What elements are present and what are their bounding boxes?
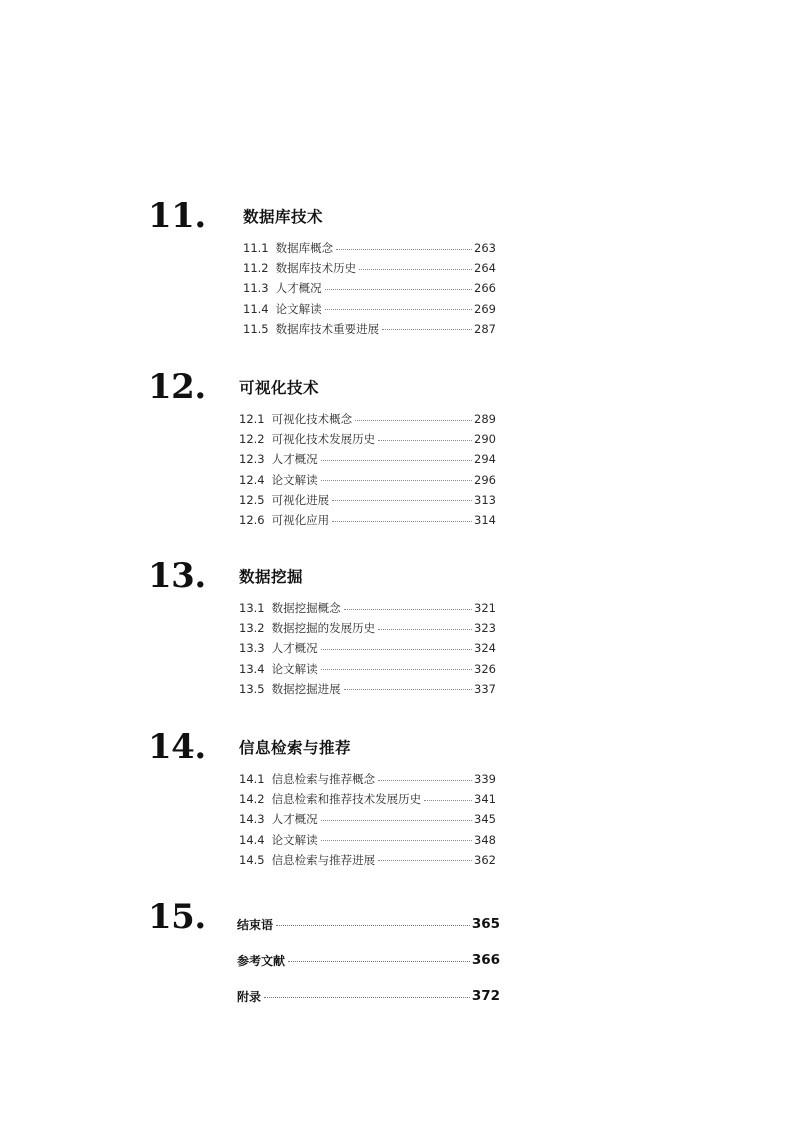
section-title: 可视化应用: [271, 513, 330, 528]
toc-entry-closing[interactable]: [237, 906, 500, 942]
dot-leader: [378, 629, 472, 630]
page-number: 341: [474, 792, 496, 807]
entry-title: 结束语: [237, 917, 274, 932]
toc-entry-12-5[interactable]: [239, 490, 496, 510]
dot-leader: [321, 480, 472, 481]
page-number: 372: [471, 988, 500, 1004]
entry-title: 附录: [237, 989, 262, 1004]
section-title: 可视化技术概念: [271, 412, 353, 427]
toc-entry-12-4[interactable]: [239, 470, 496, 490]
entry-title: 参考文献: [237, 953, 286, 968]
toc-entry-13-1[interactable]: [239, 598, 496, 618]
section-title: 数据挖掘概念: [271, 601, 341, 616]
section-number: 12.3: [239, 452, 265, 467]
toc-entry-12-6[interactable]: [239, 510, 496, 530]
dot-leader: [321, 649, 472, 650]
dot-leader: [336, 249, 472, 250]
dot-leader: [321, 840, 472, 841]
dot-leader: [344, 689, 472, 690]
dot-leader: [264, 997, 470, 998]
chapter-number: 13.: [148, 556, 206, 596]
section-number: 12.1: [239, 412, 265, 427]
dot-leader: [321, 669, 472, 670]
section-list: [243, 238, 496, 339]
section-list: [239, 598, 496, 699]
section-number: 13.4: [239, 661, 265, 676]
section-number: 13.5: [239, 681, 265, 696]
toc-entry-13-2[interactable]: [239, 618, 496, 638]
toc-entry-13-5[interactable]: [239, 679, 496, 699]
page-number: 323: [474, 621, 496, 636]
section-title: 数据库概念: [275, 241, 334, 256]
section-title: 数据挖掘进展: [271, 681, 341, 696]
page-number: 326: [474, 661, 496, 676]
section-number: 13.1: [239, 601, 265, 616]
toc-entry-13-4[interactable]: [239, 659, 496, 679]
page-number: 287: [474, 321, 496, 336]
section-title: 可视化技术发展历史: [271, 432, 376, 447]
section-title: 信息检索与推荐概念: [271, 772, 376, 787]
toc-entry-12-2[interactable]: [239, 429, 496, 449]
dot-leader: [344, 609, 472, 610]
chapter-number: 15.: [148, 897, 206, 937]
section-title: 论文解读: [271, 832, 318, 847]
toc-entry-11-5[interactable]: [243, 319, 496, 339]
page-number: 365: [471, 916, 500, 932]
page-number: 263: [474, 241, 496, 256]
toc-entry-12-3[interactable]: [239, 449, 496, 469]
dot-leader: [325, 289, 472, 290]
dot-leader: [321, 460, 472, 461]
section-number: 12.5: [239, 492, 265, 507]
page-number: 296: [474, 472, 496, 487]
chapter-number: 11.: [148, 196, 206, 236]
section-number: 14.4: [239, 832, 265, 847]
section-number: 13.2: [239, 621, 265, 636]
page-number: 269: [474, 301, 496, 316]
toc-entry-appendix[interactable]: [237, 978, 500, 1014]
toc-entry-11-3[interactable]: [243, 278, 496, 298]
toc-entry-14-1[interactable]: [239, 769, 496, 789]
page-number: 289: [474, 412, 496, 427]
page-number: 337: [474, 681, 496, 696]
section-title: 信息检索与推荐进展: [271, 852, 376, 867]
toc-entry-14-5[interactable]: [239, 850, 496, 870]
section-title: 人才概况: [271, 812, 318, 827]
dot-leader: [325, 309, 472, 310]
chapter-title: 可视化技术: [239, 379, 320, 397]
page-number: 339: [474, 772, 496, 787]
section-list: [239, 409, 496, 530]
page-number: 366: [471, 952, 500, 968]
section-title: 人才概况: [271, 452, 318, 467]
page-number: 294: [474, 452, 496, 467]
end-matter-list: [237, 906, 500, 1014]
dot-leader: [321, 820, 472, 821]
section-title: 论文解读: [275, 301, 322, 316]
section-title: 数据挖掘的发展历史: [271, 621, 376, 636]
section-number: 14.1: [239, 772, 265, 787]
section-list: [239, 769, 496, 870]
section-number: 14.2: [239, 792, 265, 807]
toc-entry-11-2[interactable]: [243, 258, 496, 278]
section-title: 论文解读: [271, 472, 318, 487]
section-number: 11.2: [243, 261, 269, 276]
chapter-title: 数据挖掘: [239, 568, 304, 586]
dot-leader: [378, 440, 472, 441]
section-number: 11.5: [243, 321, 269, 336]
dot-leader: [382, 329, 472, 330]
page-number: 290: [474, 432, 496, 447]
dot-leader: [424, 800, 472, 801]
toc-entry-14-3[interactable]: [239, 809, 496, 829]
page-number: 313: [474, 492, 496, 507]
dot-leader: [332, 521, 472, 522]
section-number: 11.4: [243, 301, 269, 316]
chapter-title: 数据库技术: [243, 208, 324, 226]
toc-entry-11-1[interactable]: [243, 238, 496, 258]
dot-leader: [288, 961, 470, 962]
chapter-title: 信息检索与推荐: [239, 739, 352, 757]
dot-leader: [378, 860, 472, 861]
page-number: 314: [474, 513, 496, 528]
dot-leader: [378, 780, 472, 781]
section-title: 人才概况: [275, 281, 322, 296]
page-number: 321: [474, 601, 496, 616]
section-number: 12.2: [239, 432, 265, 447]
dot-leader: [276, 925, 470, 926]
page-number: 264: [474, 261, 496, 276]
toc-entry-14-4[interactable]: [239, 830, 496, 850]
page-number: 348: [474, 832, 496, 847]
section-number: 12.6: [239, 513, 265, 528]
page-number: 345: [474, 812, 496, 827]
page-number: 324: [474, 641, 496, 656]
toc-entry-12-1[interactable]: [239, 409, 496, 429]
section-title: 信息检索和推荐技术发展历史: [271, 792, 422, 807]
section-number: 12.4: [239, 472, 265, 487]
dot-leader: [359, 269, 472, 270]
dot-leader: [355, 420, 472, 421]
toc-entry-11-4[interactable]: [243, 299, 496, 319]
section-title: 可视化进展: [271, 492, 330, 507]
section-title: 论文解读: [271, 661, 318, 676]
toc-entry-14-2[interactable]: [239, 789, 496, 809]
section-number: 11.3: [243, 281, 269, 296]
section-title: 数据库技术重要进展: [275, 321, 380, 336]
dot-leader: [332, 500, 472, 501]
section-title: 数据库技术历史: [275, 261, 357, 276]
section-number: 11.1: [243, 241, 269, 256]
page-number: 266: [474, 281, 496, 296]
chapter-number: 12.: [148, 367, 206, 407]
toc-entry-13-3[interactable]: [239, 638, 496, 658]
section-number: 14.3: [239, 812, 265, 827]
page-number: 362: [474, 852, 496, 867]
section-number: 14.5: [239, 852, 265, 867]
section-number: 13.3: [239, 641, 265, 656]
toc-entry-references[interactable]: [237, 942, 500, 978]
section-title: 人才概况: [271, 641, 318, 656]
chapter-number: 14.: [148, 727, 206, 767]
